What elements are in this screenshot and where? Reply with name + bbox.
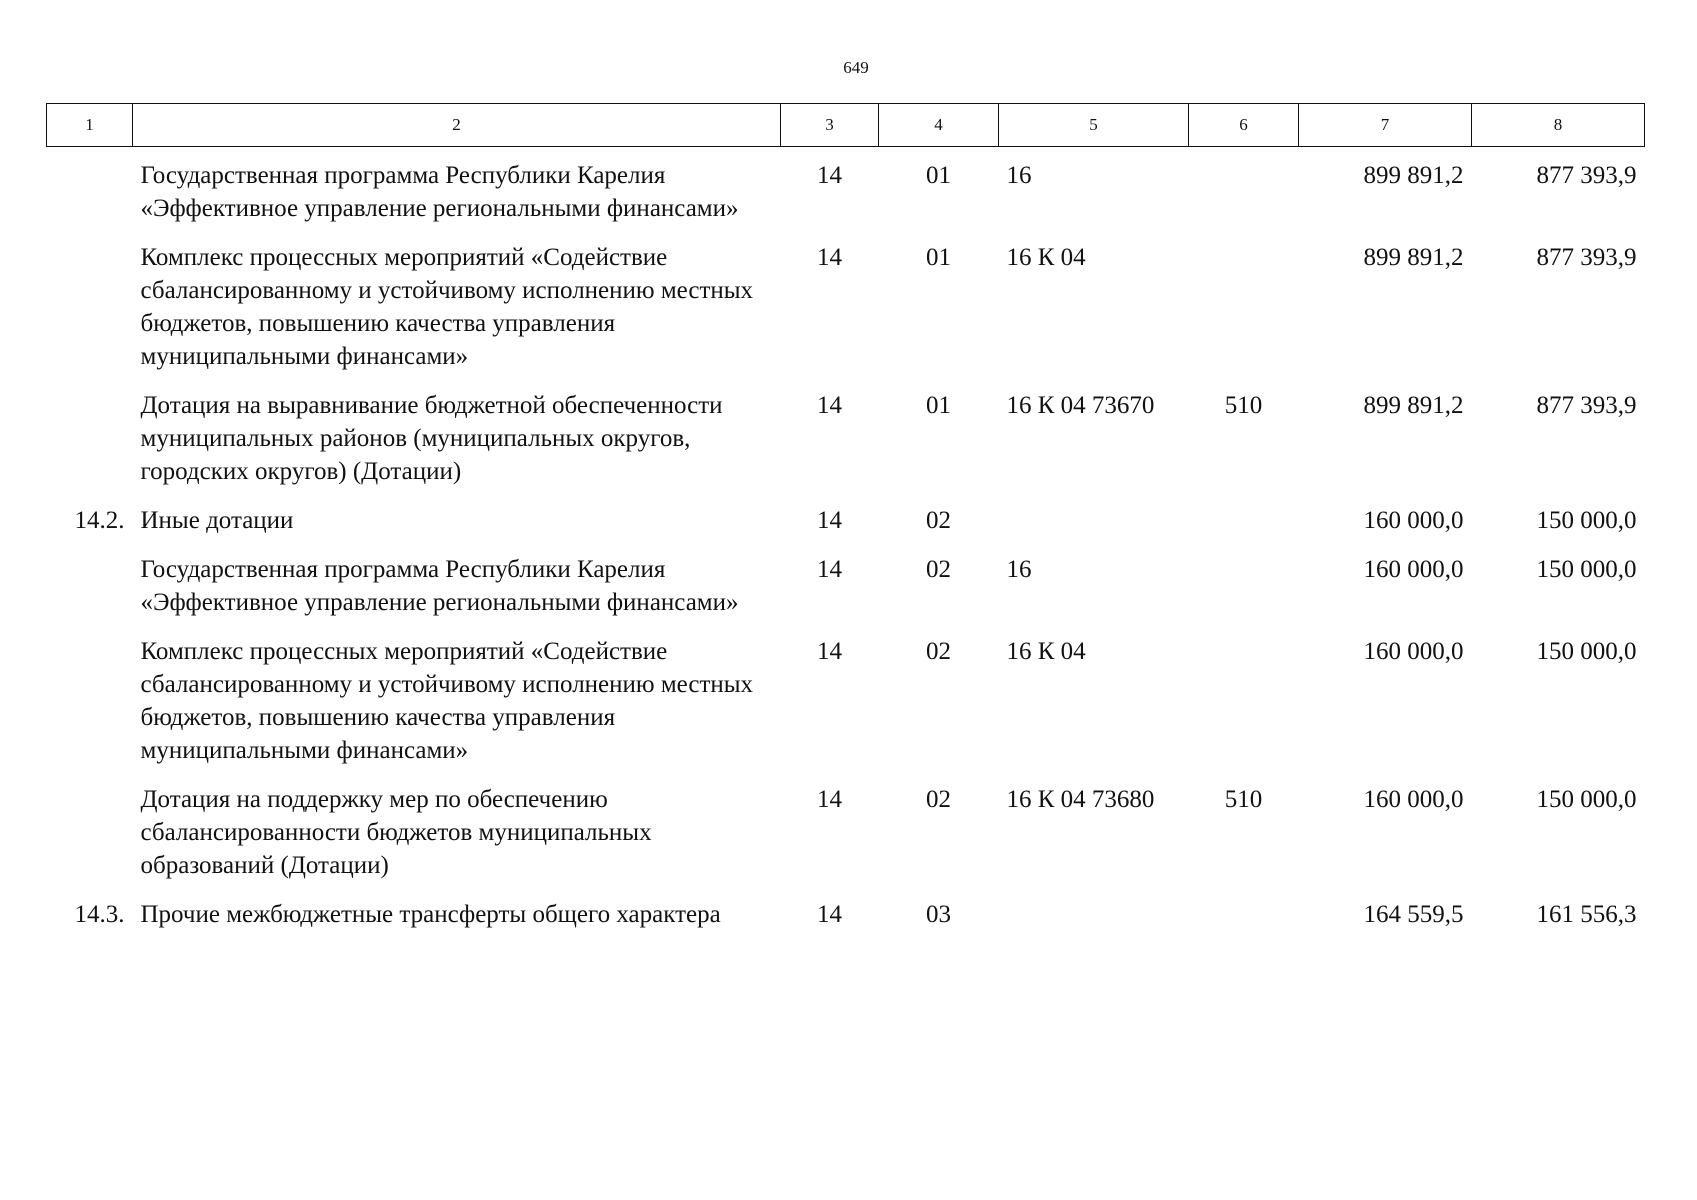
row-amount-1: 160 000,0 xyxy=(1363,507,1464,534)
table-row xyxy=(47,886,1645,935)
row-amount-1: 160 000,0 xyxy=(1363,786,1464,813)
row-amount-1: 164 559,5 xyxy=(1363,901,1464,928)
row-amount-1: 160 000,0 xyxy=(1363,556,1464,583)
row-expense-type: 510 xyxy=(1224,786,1263,813)
budget-table xyxy=(46,103,1645,935)
row-name: Комплекс процессных мероприятий «Содействие сбалансированному и устойчивому исполнению местных бюджетов, повышению качества управления муниципальными финансами» xyxy=(140,244,754,370)
table-row xyxy=(47,771,1645,886)
row-number xyxy=(47,147,133,230)
row-target-code: 16 К 04 xyxy=(1006,638,1086,665)
row-amount-1: 899 891,2 xyxy=(1363,392,1464,419)
row-amount-1: 160 000,0 xyxy=(1363,638,1464,665)
header-row xyxy=(47,104,1645,147)
row-subsection: 03 xyxy=(926,901,951,928)
row-subsection: 02 xyxy=(926,556,951,583)
row-amount-1: 899 891,2 xyxy=(1363,244,1464,271)
row-name: Государственная программа Республики Карелия «Эффективное управление региональными финансами» xyxy=(140,556,739,616)
row-target-code: 16 xyxy=(1006,162,1032,189)
table-row xyxy=(47,623,1645,771)
table-row xyxy=(47,541,1645,623)
header-col-8: 8 xyxy=(1472,104,1645,147)
header-col-3: 3 xyxy=(781,104,879,147)
row-expense-type xyxy=(1189,886,1299,935)
row-amount-2: 150 000,0 xyxy=(1536,556,1637,583)
row-expense-type: 510 xyxy=(1224,392,1263,419)
header-col-2: 2 xyxy=(133,104,781,147)
row-section: 14 xyxy=(817,786,842,813)
row-subsection: 02 xyxy=(926,507,951,534)
row-section: 14 xyxy=(817,162,842,189)
header-col-1: 1 xyxy=(47,104,133,147)
row-number: 14.2. xyxy=(74,507,125,534)
row-subsection: 01 xyxy=(926,392,951,419)
row-target-code xyxy=(999,492,1189,541)
row-number xyxy=(47,377,133,492)
row-amount-2: 877 393,9 xyxy=(1536,162,1637,189)
row-number xyxy=(47,229,133,377)
row-amount-2: 150 000,0 xyxy=(1536,786,1637,813)
row-name: Дотация на поддержку мер по обеспечению сбалансированности бюджетов муниципальных образований (Дотации) xyxy=(140,786,652,879)
row-target-code: 16 xyxy=(1006,556,1032,583)
table-row xyxy=(47,229,1645,377)
row-expense-type xyxy=(1189,623,1299,771)
row-section: 14 xyxy=(817,901,842,928)
row-name: Государственная программа Республики Карелия «Эффективное управление региональными финансами» xyxy=(140,162,739,222)
row-target-code: 16 К 04 xyxy=(1006,244,1086,271)
row-expense-type xyxy=(1189,147,1299,230)
row-target-code: 16 К 04 73680 xyxy=(1006,786,1155,813)
row-name: Иные дотации xyxy=(140,507,294,534)
row-number: 14.3. xyxy=(74,901,125,928)
row-amount-2: 877 393,9 xyxy=(1536,392,1637,419)
row-subsection: 02 xyxy=(926,638,951,665)
row-number xyxy=(47,541,133,623)
row-section: 14 xyxy=(817,556,842,583)
row-target-code: 16 К 04 73670 xyxy=(1006,392,1155,419)
table-row xyxy=(47,147,1645,230)
row-number xyxy=(47,623,133,771)
row-subsection: 01 xyxy=(926,244,951,271)
row-section: 14 xyxy=(817,244,842,271)
row-amount-2: 150 000,0 xyxy=(1536,638,1637,665)
row-name: Комплекс процессных мероприятий «Содействие сбалансированному и устойчивому исполнению местных бюджетов, повышению качества управления муниципальными финансами» xyxy=(140,638,754,764)
row-expense-type xyxy=(1189,541,1299,623)
header-col-7: 7 xyxy=(1299,104,1472,147)
header-col-6: 6 xyxy=(1189,104,1299,147)
row-section: 14 xyxy=(817,507,842,534)
row-target-code xyxy=(999,886,1189,935)
row-name: Прочие межбюджетные трансферты общего характера xyxy=(140,901,721,928)
table-row xyxy=(47,377,1645,492)
row-amount-2: 150 000,0 xyxy=(1536,507,1637,534)
row-name: Дотация на выравнивание бюджетной обеспеченности муниципальных районов (муниципальных округов, городских округов) (Дотации) xyxy=(140,392,723,485)
row-amount-1: 899 891,2 xyxy=(1363,162,1464,189)
row-expense-type xyxy=(1189,492,1299,541)
row-subsection: 01 xyxy=(926,162,951,189)
row-number xyxy=(47,771,133,886)
row-amount-2: 161 556,3 xyxy=(1536,901,1637,928)
header-col-4: 4 xyxy=(879,104,999,147)
row-subsection: 02 xyxy=(926,786,951,813)
row-section: 14 xyxy=(817,392,842,419)
row-section: 14 xyxy=(817,638,842,665)
row-amount-2: 877 393,9 xyxy=(1536,244,1637,271)
row-expense-type xyxy=(1189,229,1299,377)
header-col-5: 5 xyxy=(999,104,1189,147)
page-number: 649 xyxy=(843,58,869,77)
table-row xyxy=(47,492,1645,541)
